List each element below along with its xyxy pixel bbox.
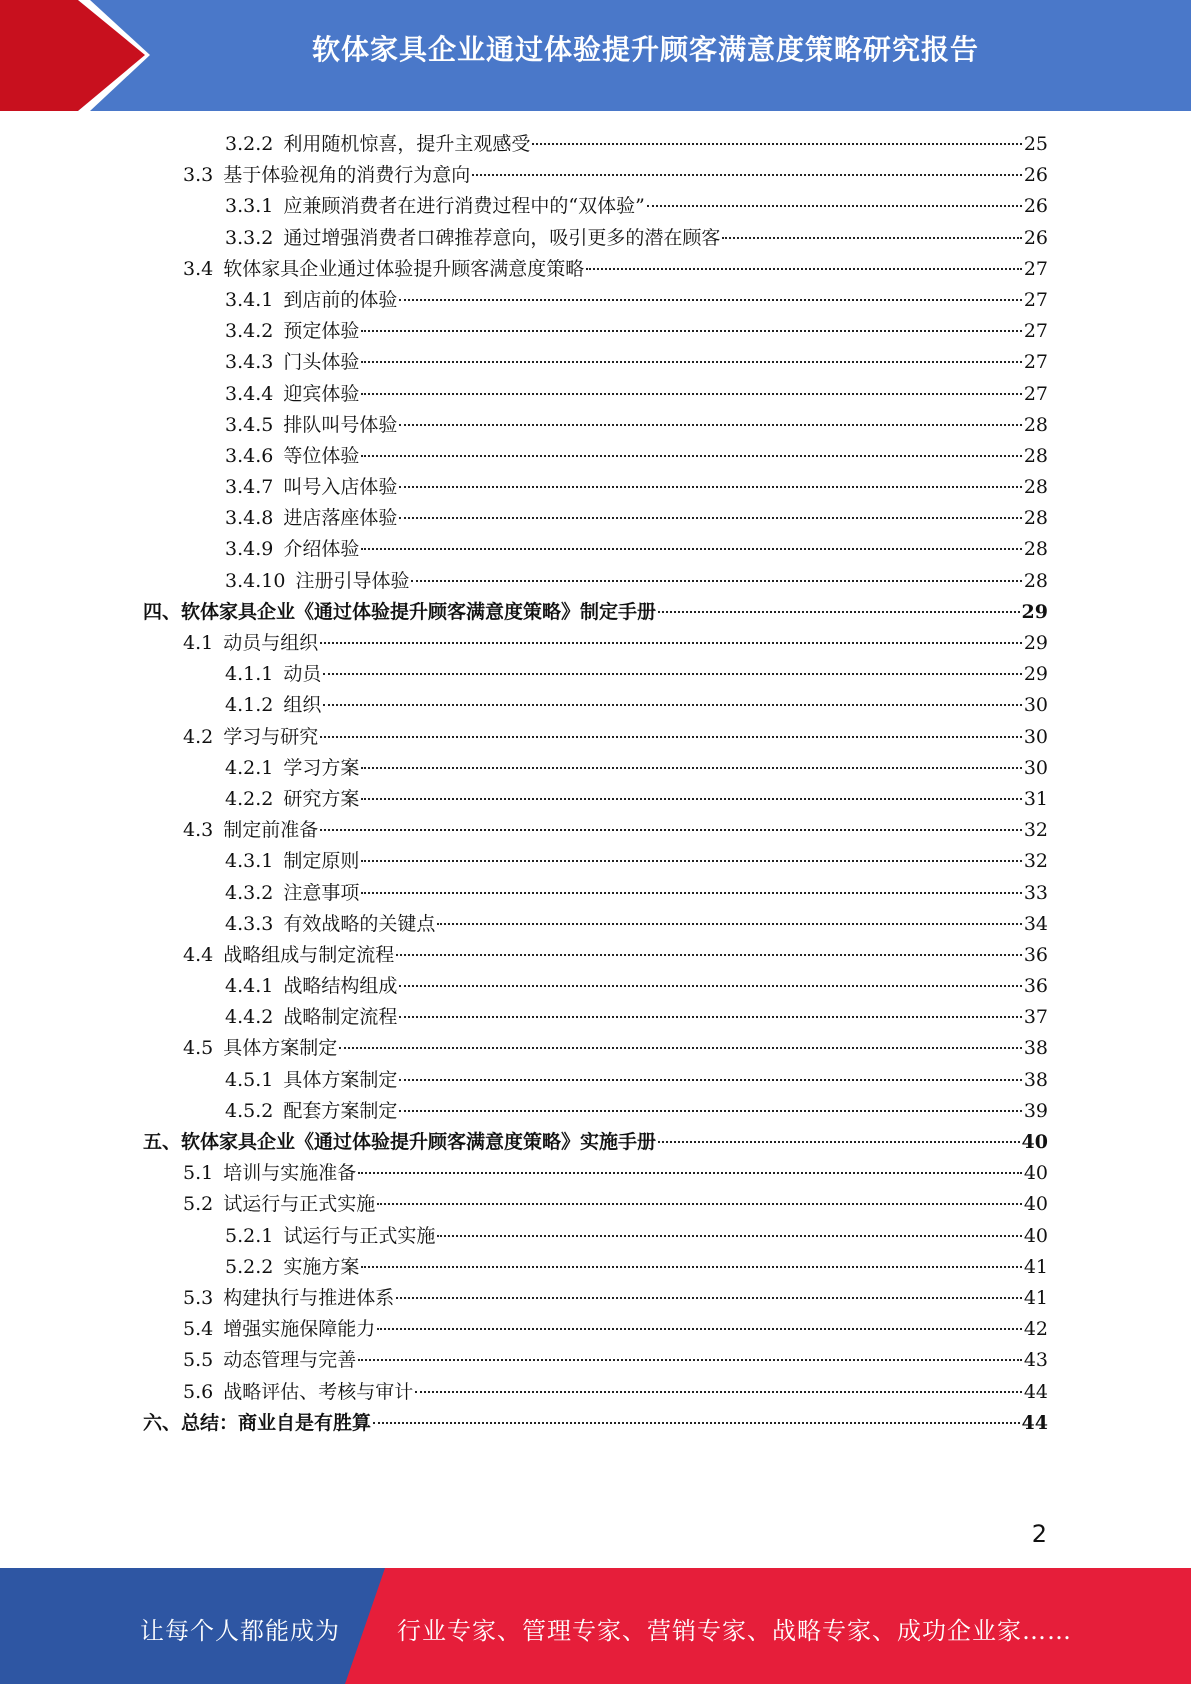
toc-dot-leader [358, 1359, 1022, 1361]
toc-entry-title: 利用随机惊喜，提升主观感受 [283, 133, 531, 155]
toc-entry-number: 5.5 [183, 1349, 214, 1372]
toc-entry-page: 41 [1023, 1286, 1048, 1309]
toc-entry[interactable] [143, 628, 1048, 659]
toc-dot-leader [361, 330, 1021, 332]
toc-entry[interactable] [143, 1408, 1048, 1439]
toc-entry-title: 动态管理与完善 [223, 1349, 357, 1372]
toc-entry-title: 应兼顾消费者在进行消费过程中的“双体验” [283, 195, 645, 218]
toc-dot-leader [399, 985, 1021, 987]
toc-dot-leader [361, 361, 1021, 363]
toc-entry-title: 试运行与正式实施 [223, 1193, 376, 1216]
toc-entry-number: 4.4 [183, 943, 214, 966]
toc-entry-page: 30 [1023, 694, 1048, 717]
toc-entry-page: 38 [1023, 1068, 1048, 1091]
header-red-arrow [0, 0, 150, 111]
toc-entry-page: 31 [1023, 787, 1048, 810]
page-footer [0, 1568, 1191, 1684]
header-title: 软体家具企业通过体验提升顾客满意度策略研究报告 [311, 33, 979, 66]
toc-entry-title: 介绍体验 [283, 538, 360, 561]
toc-entry-title: 注意事项 [283, 881, 360, 904]
toc-entry[interactable] [143, 1314, 1048, 1345]
toc-entry-title: 战略组成与制定流程 [223, 943, 395, 966]
toc-dot-leader [722, 237, 1021, 239]
toc-entry-title: 等位体验 [283, 444, 360, 467]
toc-entry[interactable] [143, 534, 1048, 565]
toc-entry-title: 叫号入店体验 [283, 476, 398, 499]
toc-dot-leader [339, 1047, 1022, 1049]
toc-entry[interactable] [143, 690, 1048, 721]
toc-entry-page: 30 [1023, 756, 1048, 779]
toc-entry-title: 基于体验视角的消费行为意向 [223, 164, 471, 187]
toc-entry-page: 32 [1023, 819, 1048, 842]
toc-entry-page: 42 [1023, 1318, 1048, 1341]
toc-entry-page: 27 [1023, 382, 1048, 405]
toc-entry-title: 五、软体家具企业《通过体验提升顾客满意度策略》实施手册 [143, 1131, 657, 1153]
toc-entry-title: 排队叫号体验 [283, 413, 398, 436]
toc-dot-leader [415, 1391, 1022, 1393]
toc-entry-title: 动员与组织 [223, 632, 319, 654]
toc-dot-leader [361, 767, 1021, 769]
toc-entry-page: 40 [1023, 1224, 1048, 1247]
toc-entry[interactable] [143, 160, 1048, 191]
toc-entry[interactable] [143, 254, 1048, 285]
toc-entry-title: 战略制定流程 [283, 1006, 398, 1029]
toc-entry[interactable] [143, 659, 1048, 690]
toc-dot-leader [323, 673, 1021, 675]
toc-entry[interactable] [143, 1033, 1048, 1064]
toc-entry-title: 四、软体家具企业《通过体验提升顾客满意度策略》制定手册 [143, 600, 657, 623]
toc-dot-leader [361, 548, 1021, 550]
toc-entry-number: 4.2 [183, 725, 214, 748]
toc-entry-page: 27 [1023, 320, 1048, 343]
toc-entry-page: 32 [1023, 850, 1048, 873]
toc-entry[interactable] [143, 410, 1048, 441]
toc-dot-leader [399, 424, 1021, 426]
toc-entry-number: 4.3 [183, 819, 214, 842]
toc-entry-number: 4.5 [183, 1037, 214, 1060]
toc-entry-title: 具体方案制定 [223, 1037, 338, 1060]
toc-dot-leader [399, 517, 1021, 519]
toc-entry-number: 5.2 [183, 1193, 214, 1216]
toc-entry-number: 5.6 [183, 1380, 214, 1403]
toc-entry[interactable] [143, 1096, 1048, 1127]
table-of-contents [143, 129, 1048, 1439]
toc-entry-number: 3.4.6 [225, 444, 274, 467]
toc-dot-leader [399, 299, 1021, 301]
toc-entry-page: 27 [1023, 288, 1048, 311]
toc-entry-number: 3.2.2 [225, 133, 274, 155]
footer-slogan-right: 行业专家、管理专家、营销专家、战略专家、成功企业家…… [397, 1617, 1072, 1645]
toc-entry-number: 4.1.1 [225, 663, 274, 686]
toc-dot-leader [396, 954, 1022, 956]
toc-entry-title: 学习与研究 [223, 725, 319, 748]
toc-entry-title: 增强实施保障能力 [223, 1318, 376, 1341]
toc-entry-page: 29 [1021, 600, 1048, 623]
toc-entry-title: 战略结构组成 [283, 975, 398, 998]
toc-entry-title: 预定体验 [283, 320, 360, 343]
toc-entry[interactable] [143, 815, 1048, 846]
toc-entry-page: 38 [1023, 1037, 1048, 1060]
toc-dot-leader [399, 1079, 1021, 1081]
toc-entry-number: 5.1 [183, 1162, 214, 1185]
toc-entry-title: 具体方案制定 [283, 1068, 398, 1091]
toc-dot-leader [437, 1235, 1021, 1237]
toc-dot-leader [320, 642, 1022, 644]
toc-entry-title: 研究方案 [283, 787, 360, 810]
toc-entry-page: 26 [1023, 164, 1048, 187]
toc-entry[interactable] [143, 316, 1048, 347]
toc-dot-leader [532, 143, 1021, 145]
toc-entry[interactable] [143, 1065, 1048, 1096]
toc-entry-number: 4.3.1 [225, 850, 274, 873]
toc-entry[interactable] [143, 191, 1048, 222]
toc-entry[interactable] [143, 472, 1048, 503]
toc-dot-leader [361, 798, 1021, 800]
toc-entry-title: 软体家具企业通过体验提升顾客满意度策略 [223, 257, 585, 280]
toc-dot-leader [399, 1110, 1021, 1112]
toc-entry-title: 试运行与正式实施 [283, 1224, 436, 1247]
toc-entry-number: 4.2.2 [225, 787, 274, 810]
toc-entry-number: 4.1 [183, 632, 214, 654]
toc-entry-page: 26 [1023, 195, 1048, 218]
toc-entry-title: 构建执行与推进体系 [223, 1286, 395, 1309]
toc-entry-page: 40 [1021, 1131, 1048, 1153]
toc-dot-leader [361, 1266, 1021, 1268]
toc-dot-leader [586, 268, 1022, 270]
toc-entry-title: 迎宾体验 [283, 382, 360, 405]
toc-entry[interactable] [143, 909, 1048, 940]
toc-entry-page: 33 [1023, 881, 1048, 904]
toc-dot-leader [320, 829, 1022, 831]
toc-entry-number: 3.4.1 [225, 288, 274, 311]
toc-entry-title: 制定原则 [283, 850, 360, 873]
toc-entry-title: 制定前准备 [223, 819, 319, 842]
toc-entry-number: 3.4.2 [225, 320, 274, 343]
toc-entry-number: 3.4.9 [225, 538, 274, 561]
toc-entry-number: 4.5.2 [225, 1099, 274, 1122]
toc-entry[interactable] [143, 379, 1048, 410]
toc-entry-page: 43 [1023, 1349, 1048, 1372]
toc-entry[interactable] [143, 597, 1048, 628]
toc-entry[interactable] [143, 347, 1048, 378]
toc-dot-leader [658, 1141, 1020, 1143]
toc-entry-page: 36 [1023, 975, 1048, 998]
toc-dot-leader [373, 1422, 1020, 1424]
toc-entry-number: 4.4.2 [225, 1006, 274, 1029]
toc-entry[interactable] [143, 285, 1048, 316]
toc-entry[interactable] [143, 503, 1048, 534]
toc-dot-leader [361, 393, 1021, 395]
toc-entry-title: 配套方案制定 [283, 1099, 398, 1122]
toc-entry-page: 27 [1023, 351, 1048, 374]
toc-entry[interactable] [143, 784, 1048, 815]
toc-entry-number: 4.3.3 [225, 912, 274, 935]
page-number: 2 [1031, 1520, 1047, 1548]
toc-dot-leader [377, 1203, 1022, 1205]
toc-entry-page: 40 [1023, 1193, 1048, 1216]
toc-entry[interactable] [143, 223, 1048, 254]
toc-entry[interactable] [143, 1189, 1048, 1220]
toc-entry-page: 41 [1023, 1255, 1048, 1278]
toc-entry-title: 学习方案 [283, 756, 360, 779]
toc-entry-title: 到店前的体验 [283, 288, 398, 311]
toc-entry-number: 3.3 [183, 164, 214, 187]
toc-entry-page: 36 [1023, 943, 1048, 966]
toc-dot-leader [658, 611, 1020, 613]
toc-entry[interactable] [143, 940, 1048, 971]
toc-entry-number: 5.4 [183, 1318, 214, 1341]
toc-entry[interactable] [143, 1127, 1048, 1158]
toc-entry-number: 5.3 [183, 1286, 214, 1309]
toc-entry[interactable] [143, 878, 1048, 909]
toc-entry[interactable] [143, 566, 1048, 597]
toc-entry-page: 30 [1023, 725, 1048, 748]
toc-entry-page: 25 [1023, 133, 1048, 155]
toc-entry[interactable] [143, 1252, 1048, 1283]
toc-entry-page: 28 [1023, 507, 1048, 530]
toc-entry-page: 44 [1021, 1411, 1048, 1434]
toc-dot-leader [361, 892, 1021, 894]
toc-entry[interactable] [143, 1345, 1048, 1376]
toc-entry-number: 3.4.5 [225, 413, 274, 436]
toc-dot-leader [396, 1297, 1022, 1299]
toc-entry[interactable] [143, 971, 1048, 1002]
toc-entry-number: 4.2.1 [225, 756, 274, 779]
toc-entry-page: 27 [1023, 257, 1048, 280]
toc-entry-title: 动员 [283, 663, 322, 686]
toc-entry-title: 通过增强消费者口碑推荐意向，吸引更多的潜在顾客 [283, 226, 721, 249]
toc-dot-leader [323, 704, 1021, 706]
toc-entry[interactable] [143, 1377, 1048, 1408]
toc-entry-title: 战略评估、考核与审计 [223, 1380, 414, 1403]
toc-entry[interactable] [143, 1283, 1048, 1314]
toc-entry-number: 4.3.2 [225, 881, 274, 904]
toc-entry-title: 进店落座体验 [283, 507, 398, 530]
page-header [0, 0, 1191, 111]
toc-dot-leader [377, 1328, 1022, 1330]
toc-entry[interactable] [143, 846, 1048, 877]
toc-dot-leader [361, 860, 1021, 862]
toc-entry-number: 3.4.4 [225, 382, 274, 405]
toc-entry-page: 28 [1023, 569, 1048, 592]
toc-entry-page: 29 [1023, 663, 1048, 686]
toc-entry-number: 4.4.1 [225, 975, 274, 998]
toc-entry-page: 28 [1023, 413, 1048, 436]
toc-entry-page: 37 [1023, 1006, 1048, 1029]
toc-dot-leader [437, 923, 1021, 925]
toc-entry-number: 5.2.1 [225, 1224, 274, 1247]
toc-entry-number: 3.4.3 [225, 351, 274, 374]
toc-dot-leader [399, 1016, 1021, 1018]
toc-entry-title: 组织 [283, 694, 322, 717]
toc-entry-number: 3.3.1 [225, 195, 274, 218]
toc-entry-title: 培训与实施准备 [223, 1162, 357, 1185]
footer-slogan-left: 让每个人都能成为 [140, 1617, 340, 1645]
toc-entry-number: 3.4.8 [225, 507, 274, 530]
toc-dot-leader [647, 205, 1022, 207]
toc-entry-title: 门头体验 [283, 351, 360, 374]
toc-entry[interactable] [143, 441, 1048, 472]
toc-dot-leader [361, 455, 1021, 457]
toc-entry-title: 六、总结：商业自是有胜算 [143, 1411, 372, 1434]
toc-entry-number: 3.4.7 [225, 476, 274, 499]
toc-dot-leader [399, 486, 1021, 488]
toc-entry[interactable] [143, 722, 1048, 753]
toc-entry-title: 注册引导体验 [295, 569, 410, 592]
toc-entry-number: 3.4.10 [225, 569, 286, 592]
toc-dot-leader [411, 580, 1021, 582]
toc-entry-number: 4.1.2 [225, 694, 274, 717]
toc-entry[interactable] [143, 1158, 1048, 1189]
toc-entry-title: 有效战略的关键点 [283, 912, 436, 935]
toc-dot-leader [320, 736, 1022, 738]
toc-entry[interactable] [143, 129, 1048, 160]
toc-entry-page: 26 [1023, 226, 1048, 249]
toc-entry-page: 34 [1023, 912, 1048, 935]
toc-entry-number: 3.3.2 [225, 226, 274, 249]
toc-entry-number: 4.5.1 [225, 1068, 274, 1091]
toc-entry-page: 40 [1023, 1162, 1048, 1185]
toc-entry-page: 28 [1023, 444, 1048, 467]
toc-entry-page: 44 [1023, 1380, 1048, 1403]
toc-dot-leader [472, 174, 1022, 176]
toc-entry[interactable] [143, 753, 1048, 784]
toc-entry-title: 实施方案 [283, 1255, 360, 1278]
toc-entry-number: 3.4 [183, 257, 214, 280]
toc-entry[interactable] [143, 1221, 1048, 1252]
toc-entry-page: 29 [1023, 632, 1048, 654]
toc-dot-leader [358, 1172, 1022, 1174]
toc-entry-page: 28 [1023, 538, 1048, 561]
toc-entry-page: 39 [1023, 1099, 1048, 1122]
toc-entry-page: 28 [1023, 476, 1048, 499]
toc-entry[interactable] [143, 1002, 1048, 1033]
toc-entry-number: 5.2.2 [225, 1255, 274, 1278]
